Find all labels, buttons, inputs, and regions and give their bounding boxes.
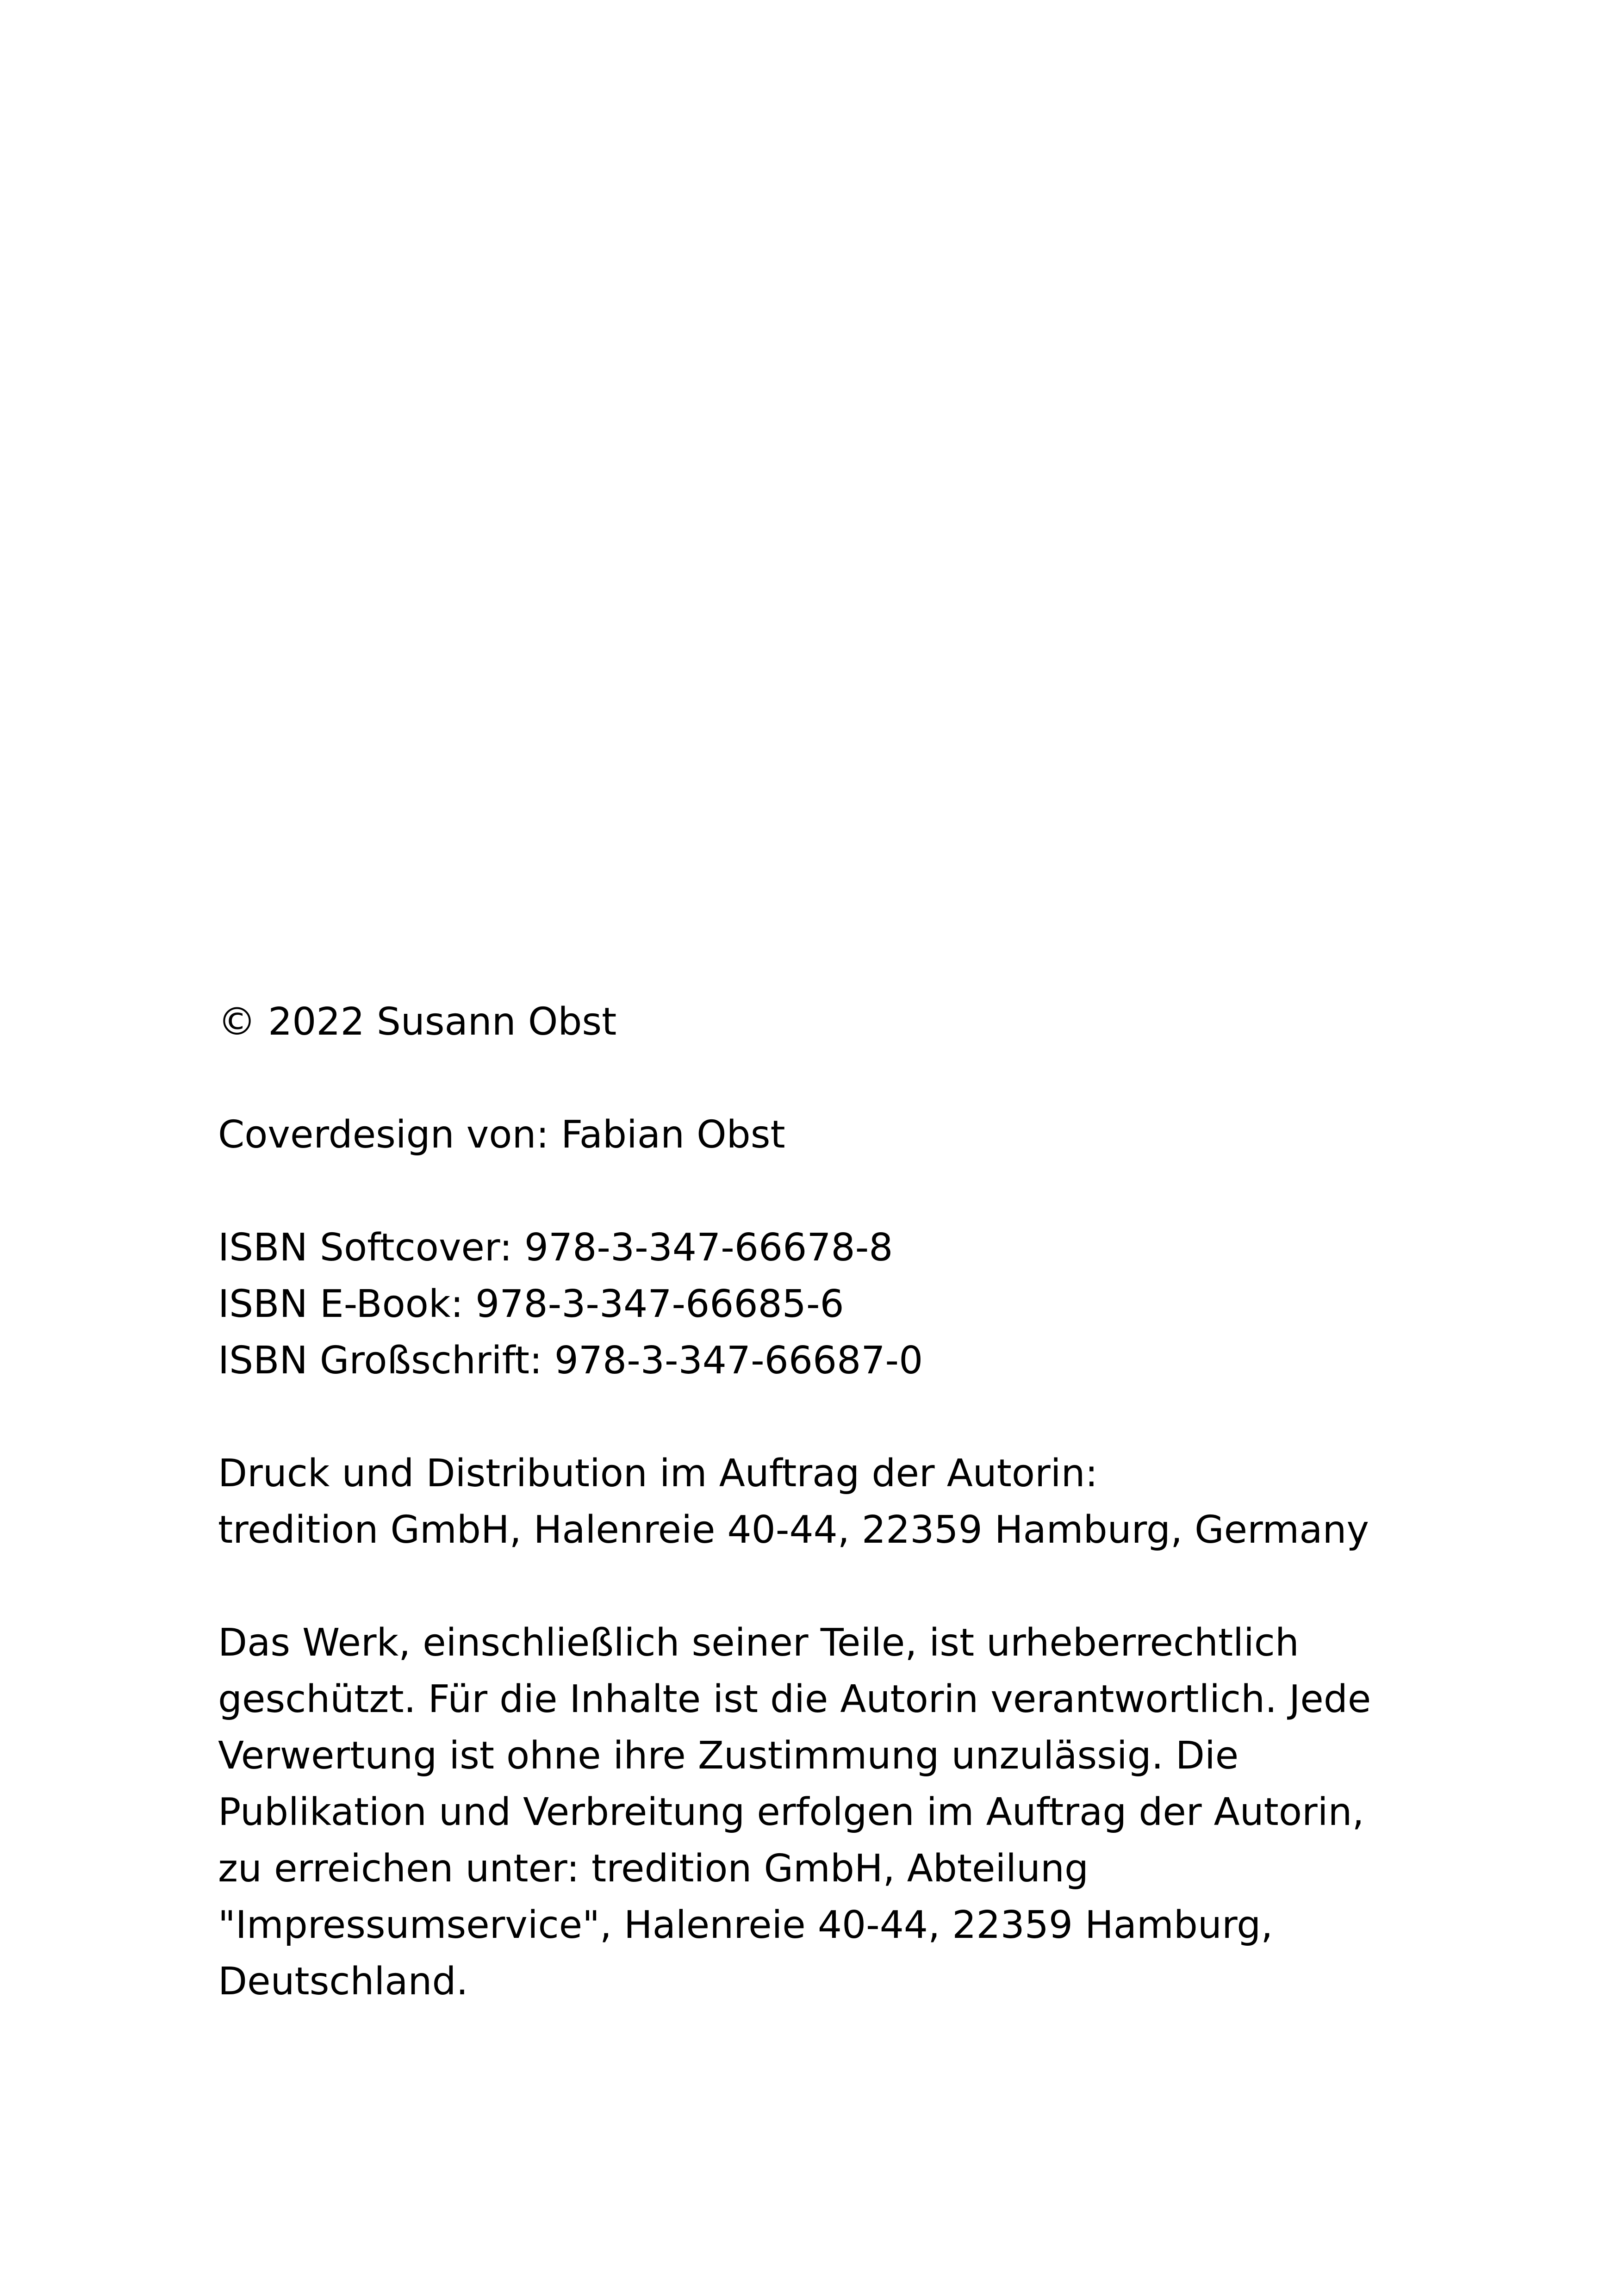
isbn-large-print-line: ISBN Großschrift: 978-3-347-66687-0 [218,1339,923,1383]
cover-design-line: Coverdesign von: Fabian Obst [218,1113,785,1157]
legal-line: Deutschland. [218,1960,468,2004]
legal-line: Das Werk, einschließlich seiner Teile, ist urheberrechtlich [218,1621,1299,1665]
print-distribution-line: Druck und Distribution im Auftrag der Autorin: [218,1452,1098,1496]
imprint-block [218,994,1468,2010]
spacer [218,1050,1468,1107]
legal-line: zu erreichen unter: tredition GmbH, Abteilung [218,1847,1089,1891]
legal-line: "Impressumservice", Halenreie 40-44, 22359 Hamburg, [218,1903,1273,1947]
publisher-address-line: tredition GmbH, Halenreie 40-44, 22359 Hamburg, Germany [218,1508,1369,1552]
isbn-ebook-line: ISBN E-Book: 978-3-347-66685-6 [218,1282,844,1326]
spacer [218,1558,1468,1615]
spacer [218,1389,1468,1446]
legal-line: Publikation und Verbreitung erfolgen im Auftrag der Autorin, [218,1790,1364,1834]
copyright-line: © 2022 Susann Obst [218,1000,617,1044]
isbn-softcover-line: ISBN Softcover: 978-3-347-66678-8 [218,1226,893,1270]
legal-line: geschützt. Für die Inhalte ist die Autorin verantwortlich. Jede [218,1677,1371,1721]
legal-line: Verwertung ist ohne ihre Zustimmung unzulässig. Die [218,1734,1239,1778]
spacer [218,1163,1468,1220]
